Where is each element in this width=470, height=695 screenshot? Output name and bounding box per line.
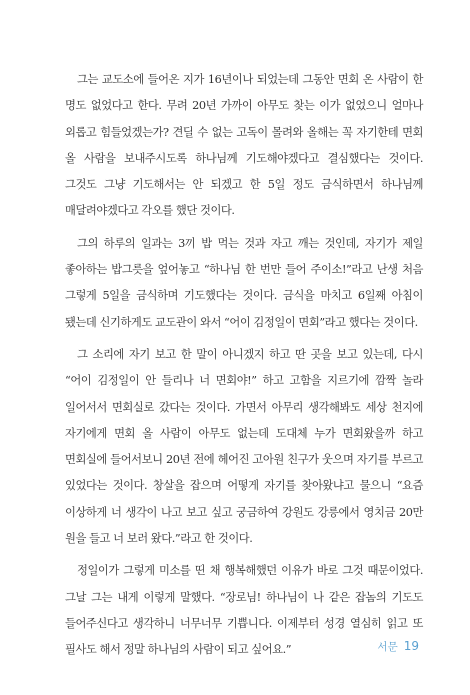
paragraph: 그의 하루의 일과는 3끼 밥 먹는 것과 자고 깨는 것인데, 자기가 제일 좋아하는 밥그릇을 엎어놓고 “하나님 한 번만 들어 주이소!”라고 난생 처음 그렇게 5일을 금식하며 기도했다는 것이다. 금식을 마치고 6일째 아침이 됐는데 신기하게도 교도관이 와서 “어이 김정일이 면회”라고 했다는 것이다.: [65, 236, 423, 329]
page-footer: [377, 639, 419, 654]
paragraph: 정일이가 그렇게 미소를 띤 채 행복해했던 이유가 바로 그것 때문이었다. 그날 그는 내게 이렇게 말했다. “장로님! 하나님이 나 같은 잡놈의 기도도 들어주신다고 생각하니 너무너무 기쁩니다. 이제부터 성경 열심히 읽고 또 필사도 해서 정말 하나님의 사람이 되고 싶어요.”: [65, 564, 423, 657]
body-text: [65, 67, 423, 670]
section-title: 서문: [377, 641, 398, 653]
paragraph: 그는 교도소에 들어온 지가 16년이나 되었는데 그동안 면회 온 사람이 한 명도 없었다고 한다. 무려 20년 가까이 아무도 찾는 이가 없었으니 얼마나 외롭고 힘들었겠는가? 견딜 수 없는 고독이 몰려와 올해는 꼭 자기한테 면회 올 사람을 보내주시도록 하나님께 기도해야겠다고 결심했다는 것이다. 그것도 그냥 기도해서는 안 되겠고 한 5일 정도 금식하면서 하나님께 매달려야겠다고 각오를 했단 것이다.: [65, 73, 423, 218]
page-number: 19: [403, 639, 419, 653]
paragraph: 그 소리에 자기 보고 한 말이 아니겠지 하고 딴 곳을 보고 있는데, 다시 “어이 김정일이 안 들리나 너 면회야!” 하고 고함을 지르기에 깜짝 놀라 일어서서 면회실로 갔다는 것이다. 가면서 아무리 생각해봐도 세상 천지에 자기에게 면회 올 사람이 아무도 없는데 도대체 누가 면회왔을까 하고 면회실에 들어서보니 20년 전에 헤어진 고아원 친구가 웃으며 자기를 부르고 있었다는 것이다. 창살을 잡으며 어떻게 자기를 찾아왔냐고 물으니 “요즘 이상하게 너 생각이 나고 보고 싶고 궁금하여 강원도 강릉에서 영치금 20만 원을 들고 너 보러 왔다.”라고 한 것이다.: [65, 347, 423, 546]
